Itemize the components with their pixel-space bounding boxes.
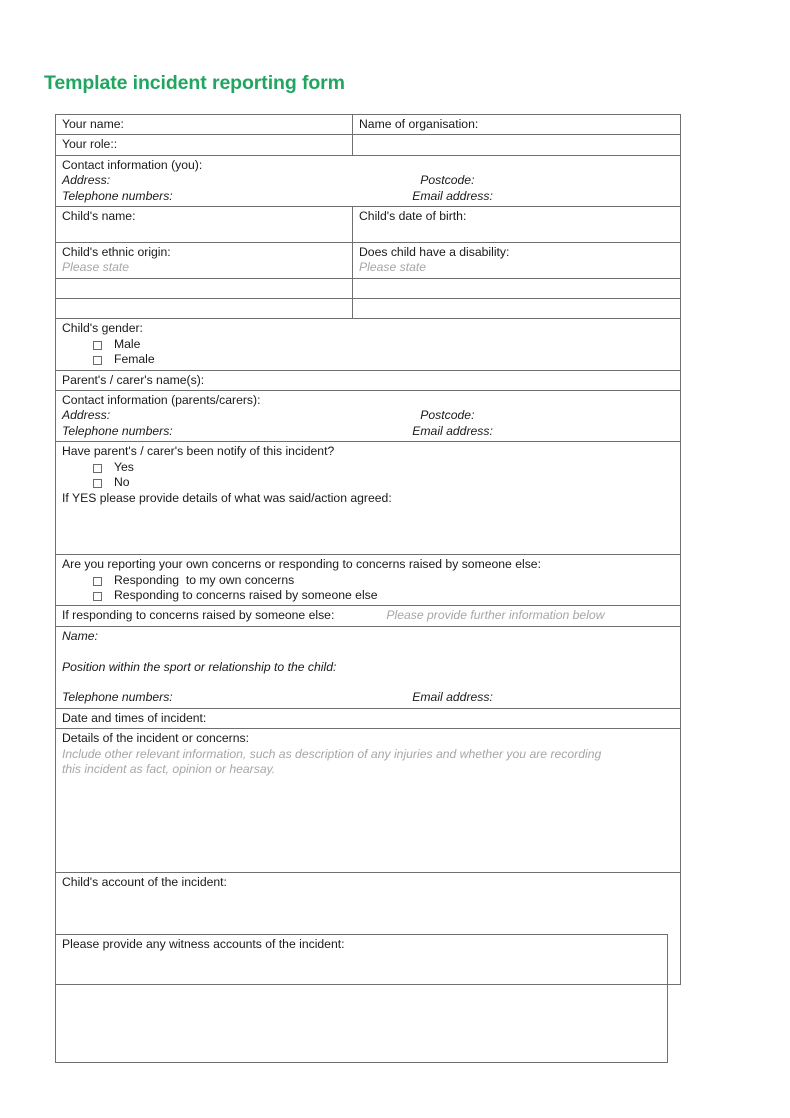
spacer [62,793,680,808]
table-row [56,729,681,873]
cell-parents-notified [56,442,681,555]
spacer [359,224,680,239]
label-contact-information-parents: Contact information (parents/carers): [62,393,261,408]
label-address: Address: [62,173,111,188]
cell-contact-information-parents[interactable] [56,391,681,442]
table-row [56,555,681,606]
table-row [56,207,681,243]
spacer [62,952,667,967]
cell-childs-gender [56,319,681,370]
table-row [56,115,681,135]
spacer [62,824,680,839]
witness-accounts-table [55,934,668,1063]
hint-incident-details-line2: this incident as fact, opinion or hearsay. [62,761,276,776]
if-responding-line [62,608,680,623]
label-referrer-position: Position within the sport or relationship to the child: [62,659,337,674]
incident-form-table [55,114,681,985]
table-row [56,391,681,442]
reporting-option-someone-else[interactable] [62,588,680,603]
label-referrer-name: Name: [62,628,98,643]
checkbox-icon[interactable] [93,341,102,350]
hint-disability: Please state [359,260,427,275]
label-contact-information-you: Contact information (you): [62,157,203,172]
parent-telephone-email-line [62,424,680,439]
label-notify-details: If YES please provide details of what was said/action agreed: [62,490,392,505]
telephone-email-line [62,189,680,204]
label-childs-name: Child's name: [62,209,136,224]
referrer-telephone-email-line [62,690,680,705]
cell-childs-name[interactable] [56,207,353,243]
reporting-option-own-concerns[interactable] [62,573,680,588]
spacer [62,839,680,854]
cell-date-and-times[interactable] [56,708,681,728]
spacer [62,905,680,920]
cell-referrer-details[interactable] [56,626,681,708]
table-row [56,299,681,319]
table-row [56,606,681,626]
spacer [62,644,680,659]
label-parent-telephone: Telephone numbers: [62,423,173,438]
label-childs-gender: Child's gender: [62,321,143,336]
label-email-address: Email address: [412,188,493,203]
label-disability: Does child have a disability: [359,244,510,259]
table-row [56,155,681,206]
label-notify-question: Have parent's / carer's been notify of this incident? [62,444,335,459]
reporting-option-label: Responding to my own concerns [114,572,295,587]
label-incident-details: Details of the incident or concerns: [62,731,249,746]
label-parent-postcode: Postcode: [420,408,475,423]
notify-option-no[interactable] [62,475,680,490]
table-row [56,278,681,298]
label-witness-accounts: Please provide any witness accounts of the incident: [62,937,345,951]
label-parent-email: Email address: [412,423,493,438]
spacer [62,890,680,905]
spacer [62,675,680,690]
spacer [62,808,680,823]
spacer [62,1029,667,1044]
spacer [62,521,680,536]
table-row [56,135,681,155]
label-postcode: Postcode: [420,173,475,188]
address-postcode-line [62,173,680,188]
cell-contact-information-you[interactable] [56,155,681,206]
cell-blank-right-1[interactable] [353,278,681,298]
label-date-and-times: Date and times of incident: [62,710,207,725]
notify-option-yes[interactable] [62,460,680,475]
spacer [62,1045,667,1060]
cell-if-responding [56,606,681,626]
table-row [56,242,681,278]
cell-reporting-source [56,555,681,606]
spacer [62,983,667,998]
table-row [56,708,681,728]
label-if-responding: If responding to concerns raised by someone else: [62,608,335,623]
table-row [56,442,681,555]
notify-option-label: No [114,475,130,490]
spacer [62,777,680,792]
gender-option-label: Female [114,352,155,367]
page-title: Template incident reporting form [44,72,345,94]
label-childs-date-of-birth: Child's date of birth: [359,209,467,224]
label-parent-address: Address: [62,408,111,423]
hint-incident-details-line1: Include other relevant information, such as description of any injuries and whether you are recording [62,746,602,761]
table-row [56,319,681,370]
label-parent-carer-names: Parent's / carer's name(s): [62,372,205,387]
cell-witness-accounts[interactable] [56,935,668,1063]
checkbox-icon[interactable] [93,479,102,488]
label-referrer-email: Email address: [412,690,493,705]
gender-option-female[interactable] [62,352,680,367]
notify-option-label: Yes [114,459,134,474]
cell-incident-details[interactable] [56,729,681,873]
checkbox-icon[interactable] [93,356,102,365]
spacer [62,999,667,1014]
parent-address-postcode-line [62,408,680,423]
cell-your-role[interactable] [56,135,353,155]
reporting-option-label: Responding to concerns raised by someone else [114,587,378,602]
cell-disability[interactable] [353,242,681,278]
checkbox-icon[interactable] [93,577,102,586]
table-row [56,370,681,390]
cell-your-name[interactable] [56,115,353,135]
label-childs-account: Child's account of the incident: [62,874,227,889]
cell-ethnic-origin[interactable] [56,242,353,278]
label-telephone-numbers: Telephone numbers: [62,188,173,203]
checkbox-icon[interactable] [93,464,102,473]
label-your-role: Your role:: [62,137,118,152]
cell-childs-date-of-birth[interactable] [353,207,681,243]
table-row [56,935,668,1063]
gender-option-male[interactable] [62,337,680,352]
label-ethnic-origin: Child's ethnic origin: [62,244,171,259]
cell-blank-left-2[interactable] [56,299,353,319]
checkbox-icon[interactable] [93,592,102,601]
label-organisation: Name of organisation: [359,117,479,131]
cell-blank-right-2[interactable] [353,299,681,319]
spacer [62,1014,667,1029]
spacer [62,968,667,983]
cell-organisation[interactable] [353,115,681,135]
spacer [62,537,680,552]
spacer [62,224,352,239]
cell-parent-carer-names[interactable] [56,370,681,390]
label-your-name: Your name: [62,117,124,131]
cell-organisation-value[interactable] [353,135,681,155]
label-reporting-question: Are you reporting your own concerns or responding to concerns raised by someone else: [62,557,541,572]
label-referrer-telephone: Telephone numbers: [62,690,173,705]
spacer [62,506,680,521]
gender-option-label: Male [114,336,141,351]
hint-ethnic-origin: Please state [62,260,130,275]
hint-if-responding: Please provide further information below [386,608,605,623]
cell-blank-left-1[interactable] [56,278,353,298]
spacer [62,854,680,869]
table-row [56,626,681,708]
value-organisation [359,137,680,152]
